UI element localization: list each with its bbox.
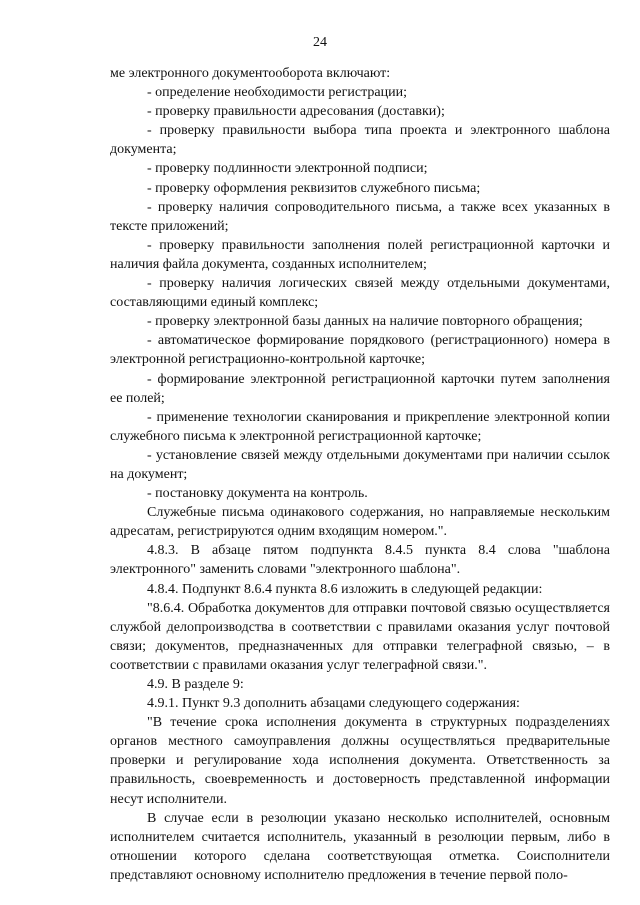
list-item: - проверку наличия сопроводительного письма, а также всех указанных в тексте приложений;	[110, 199, 610, 234]
list-item: - применение технологии сканирования и прикрепление электронной копии служебного письма к электронной регистрационной карточке;	[110, 409, 610, 444]
paragraph: 4.9. В разделе 9:	[147, 677, 244, 692]
document-text	[110, 64, 610, 885]
list-item: - проверку электронной базы данных на наличие повторного обращения;	[147, 314, 583, 330]
list-item: - проверку правильности адресования (доставки);	[147, 104, 445, 120]
page-number: 24	[313, 35, 327, 50]
paragraph: Служебные письма одинакового содержания, но направляемые нескольким адресатам, регистрируются одним входящим номером.".	[110, 505, 610, 540]
paragraph: 4.8.3. В абзаце пятом подпункта 8.4.5 пункта 8.4 слова "шаблона электронного" заменить словами "электронного шаблона".	[110, 543, 610, 578]
paragraph: 4.8.4. Подпункт 8.6.4 пункта 8.6 изложить в следующей редакции:	[147, 581, 543, 597]
list-item: - проверку наличия логических связей между отдельными документами, составляющими единый комплекс;	[110, 276, 610, 311]
list-item: - автоматическое формирование порядкового (регистрационного) номера в электронной регистрационно-контрольной карточке;	[110, 333, 610, 368]
list-item: - определение необходимости регистрации;	[147, 85, 407, 101]
paragraph: "В течение срока исполнения документа в структурных подразделениях органов местного самоуправления должны осуществляться предварительные проверки и регулирование хода исполнения документа. Ответственность за правильность, своевременность и достоверность представленной информации несут исполнители.	[110, 715, 610, 807]
paragraph: В случае если в резолюции указано несколько исполнителей, основным исполнителем считается исполнитель, указанный в резолюции первым, либо в отношении которого сделана соответствующая отметка. Соисполнители представляют основному исполнителю предложения в течение первой поло-	[110, 810, 610, 883]
list-item: - формирование электронной регистрационной карточки путем заполнения ее полей;	[110, 371, 610, 406]
paragraph: "8.6.4. Обработка документов для отправки почтовой связью осуществляется службой делопроизводства в соответствии с правилами оказания услуг почтовой связи; документов, предназначенных для отправки телеграфной связью, – в соответствии с правилами оказания услуг телеграфной связи.".	[110, 600, 610, 673]
list-item: - установление связей между отдельными документами при наличии ссылок на документ;	[110, 447, 610, 482]
list-item: - проверку правильности заполнения полей регистрационной карточки и наличия файла документа, созданных исполнителем;	[110, 237, 610, 272]
list-item: - проверку оформления реквизитов служебного письма;	[147, 180, 481, 196]
paragraph: ме электронного документооборота включают:	[110, 66, 391, 81]
paragraph: 4.9.1. Пункт 9.3 дополнить абзацами следующего содержания:	[147, 696, 520, 712]
list-item: - постановку документа на контроль.	[147, 486, 368, 502]
list-item: - проверку подлинности электронной подписи;	[147, 161, 428, 177]
list-item: - проверку правильности выбора типа проекта и электронного шаблона документа;	[110, 123, 610, 158]
